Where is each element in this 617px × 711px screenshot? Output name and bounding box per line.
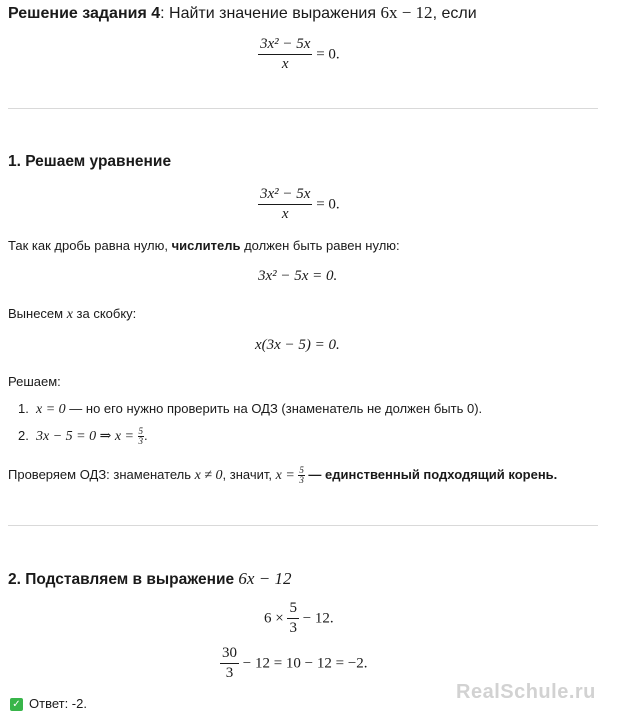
fraction-numerator: 5 bbox=[138, 426, 143, 436]
calc1-left: 6 × bbox=[264, 610, 288, 627]
p4-text-mid: , значит, bbox=[222, 466, 276, 482]
problem-expression: 6x − 12 bbox=[380, 3, 433, 22]
section2-heading-expression: 6x − 12 bbox=[238, 569, 292, 588]
section2-heading-text: 2. Подставляем в выражение bbox=[8, 571, 239, 588]
section1-equation bbox=[258, 186, 340, 224]
main-eq-numerator: 3x² − 5x bbox=[258, 36, 312, 55]
list-item-math: 3x − 5 = 0 ⇒ x = bbox=[36, 428, 138, 444]
list-number: 2. bbox=[18, 427, 29, 443]
p2-text-end: за скобку: bbox=[72, 306, 137, 321]
calc2-right: − 12 = 10 − 12 = −2. bbox=[239, 655, 368, 672]
calc2-denominator: 3 bbox=[225, 665, 234, 682]
p1-bold: числитель bbox=[171, 238, 241, 253]
p4-text: Проверяем ОДЗ: знаменатель bbox=[8, 466, 195, 482]
section1-heading: 1. Решаем уравнение bbox=[8, 153, 172, 170]
list-item-math: x = 0 bbox=[36, 402, 66, 417]
divider bbox=[8, 108, 598, 109]
problem-label: Решение задания 4 bbox=[8, 5, 161, 22]
section1-eq-denominator: x bbox=[281, 206, 289, 223]
p1-text: Так как дробь равна нулю, bbox=[8, 238, 172, 253]
calc1-denominator: 3 bbox=[289, 620, 297, 637]
p2-variable: x bbox=[66, 307, 73, 322]
p1-text-end: должен быть равен нулю: bbox=[240, 238, 400, 253]
calculation-step1 bbox=[264, 600, 334, 638]
fraction-denominator: 3 bbox=[138, 436, 143, 446]
p4-math: x ≠ 0 bbox=[194, 467, 223, 483]
list-item-text: — но его нужно проверить на ОДЗ (знаменатель не должен быть 0). bbox=[65, 401, 483, 416]
main-eq-denominator: x bbox=[281, 56, 289, 73]
paragraph-solve: Решаем: bbox=[8, 374, 61, 389]
section2-heading bbox=[8, 569, 291, 589]
list-item-end: . bbox=[144, 427, 148, 443]
check-icon: ✓ bbox=[10, 698, 23, 711]
list-item bbox=[18, 401, 482, 418]
watermark: RealSchule.ru bbox=[456, 681, 596, 703]
fraction-denominator: 3 bbox=[299, 475, 304, 485]
section1-eq-rhs: = 0. bbox=[312, 196, 340, 213]
divider bbox=[8, 525, 598, 526]
p4-math2: x = bbox=[275, 467, 299, 483]
p2-text: Вынесем bbox=[8, 306, 67, 321]
calculation-step2 bbox=[220, 645, 368, 683]
calc1-numerator: 5 bbox=[287, 600, 299, 619]
list-item bbox=[18, 427, 148, 446]
p4-bold: — единственный подходящий корень. bbox=[304, 466, 558, 482]
problem-statement bbox=[8, 3, 477, 23]
problem-text: : Найти значение выражения bbox=[160, 5, 381, 22]
answer bbox=[10, 696, 87, 711]
main-equation bbox=[258, 36, 340, 74]
section1-eq-numerator: 3x² − 5x bbox=[258, 186, 312, 205]
calc2-numerator: 30 bbox=[220, 645, 239, 664]
list-number: 1. bbox=[18, 401, 29, 416]
calc1-right: − 12. bbox=[298, 610, 334, 627]
equation-numerator-zero: 3x² − 5x = 0. bbox=[258, 268, 338, 284]
main-eq-rhs: = 0. bbox=[312, 46, 340, 63]
fraction-numerator: 5 bbox=[299, 465, 304, 475]
equation-factored: x(3x − 5) = 0. bbox=[255, 337, 340, 353]
paragraph-domain-check bbox=[8, 466, 557, 485]
paragraph-numerator bbox=[8, 238, 400, 253]
answer-text: Ответ: -2. bbox=[29, 696, 87, 711]
paragraph-factor bbox=[8, 306, 136, 323]
problem-tail: , если bbox=[432, 5, 477, 22]
